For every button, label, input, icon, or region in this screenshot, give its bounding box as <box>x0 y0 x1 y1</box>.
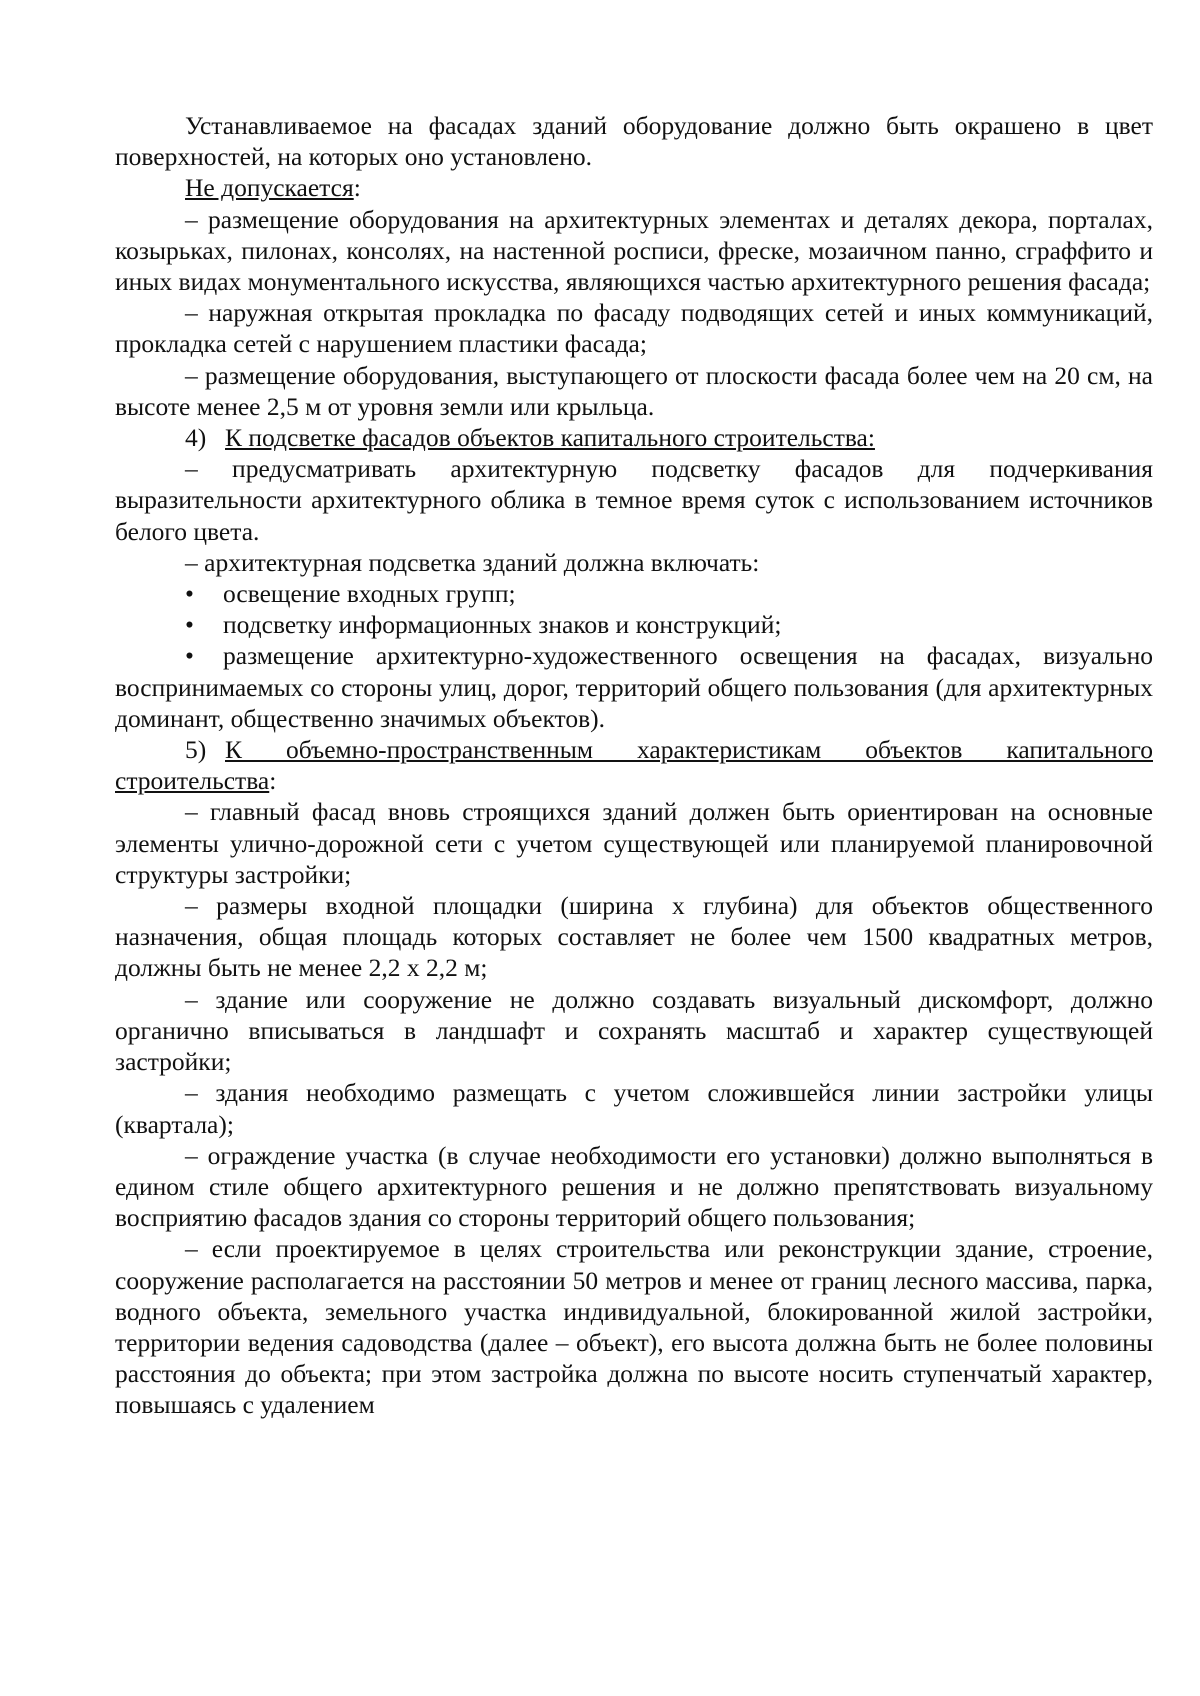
section-5-colon: : <box>269 766 277 796</box>
paragraph-open-laying: – наружная открытая прокладка по фасаду подводящих сетей и иных коммуникаций, прокладка сетей с нарушением пластики фасада; <box>115 298 1153 359</box>
paragraph-entrance-area: – размеры входной площадки (ширина х глубина) для объектов общественного назначения, общая площадь которых составляет не более чем 1500 квадратных метров, должны быть не менее 2,2 х 2,2 м; <box>115 891 1153 983</box>
bullet-mark: • <box>185 579 194 609</box>
bullet-item-sign-lighting <box>115 609 1153 640</box>
paragraph-main-facade: – главный фасад вновь строящихся зданий должен быть ориентирован на основные элементы улично-дорожной сети с учетом существующей или планируемой планировочной структуры застройки; <box>115 797 1153 889</box>
paragraph-decor-placement: – размещение оборудования на архитектурных элементах и деталях декора, порталах, козырьках, пилонах, консолях, на настенной росписи, фреске, мозаичном панно, сграффито и иных видах монументального искусства, являющихся частью архитектурного решения фасада; <box>115 204 1153 297</box>
section-4-title: К подсветке фасадов объектов капитального строительства: <box>225 423 875 453</box>
bullet-text: размещение архитектурно-художественного освещения на фасадах, визуально воспринимаемых со стороны улиц, дорог, территорий общего пользования (для архитектурных доминант, общественно значимых объектов). <box>115 641 1153 733</box>
bullet-item-facade-lighting <box>115 640 1153 734</box>
section-5-title: К объемно-пространственным характеристикам объектов капитального строительства <box>115 735 1153 796</box>
document-page <box>115 110 1153 1421</box>
section-4-number: 4) <box>185 423 207 453</box>
section-5-number: 5) <box>185 735 207 765</box>
paragraph-protruding-equipment: – размещение оборудования, выступающего от плоскости фасада более чем на 20 см, на высоте менее 2,5 м от уровня земли или крыльца. <box>115 360 1153 421</box>
paragraph-building-height: – если проектируемое в целях строительства или реконструкции здание, строение, сооружение располагается на расстоянии 50 метров и менее от границ лесного массива, парка, водного объекта, земельного участка индивидуальной, блокированной жилой застройки, территории ведения садоводства (далее – объект), его высота должна быть не более половины расстояния до объекта; при этом застройка должна по высоте носить ступенчатый характер, повышаясь с удалением <box>115 1234 1153 1420</box>
paragraph-lighting-includes: – архитектурная подсветка зданий должна включать: <box>185 547 760 577</box>
paragraph-architectural-lighting: – предусматривать архитектурную подсветку фасадов для подчеркивания выразительности архитектурного облика в темное время суток с использованием источников белого цвета. <box>115 454 1153 546</box>
paragraph-equipment-color: Устанавливаемое на фасадах зданий оборудование должно быть окрашено в цвет поверхностей, на которых оно установлено. <box>115 111 1153 172</box>
paragraph-visual-comfort: – здание или сооружение не должно создавать визуальный дискомфорт, должно органично вписываться в ландшафт и сохранять масштаб и характер существующей застройки; <box>115 984 1153 1077</box>
not-allowed-colon: : <box>353 173 361 203</box>
bullet-text: освещение входных групп; <box>223 579 516 609</box>
section-5-heading <box>115 734 1153 796</box>
paragraph-not-allowed-heading <box>115 172 1153 203</box>
bullet-mark: • <box>185 610 194 640</box>
bullet-item-entrance-lighting <box>115 578 1153 609</box>
paragraph-fencing: – ограждение участка (в случае необходимости его установки) должно выполняться в едином стиле общего архитектурного решения и не должно препятствовать визуальному восприятию фасадов здания со стороны территорий общего пользования; <box>115 1140 1153 1233</box>
bullet-mark: • <box>185 641 194 671</box>
paragraph-building-line: – здания необходимо размещать с учетом сложившейся линии застройки улицы (квартала); <box>115 1078 1153 1139</box>
not-allowed-label: Не допускается <box>185 173 354 203</box>
section-4-heading <box>115 422 1153 453</box>
bullet-text: подсветку информационных знаков и конструкций; <box>223 610 782 640</box>
